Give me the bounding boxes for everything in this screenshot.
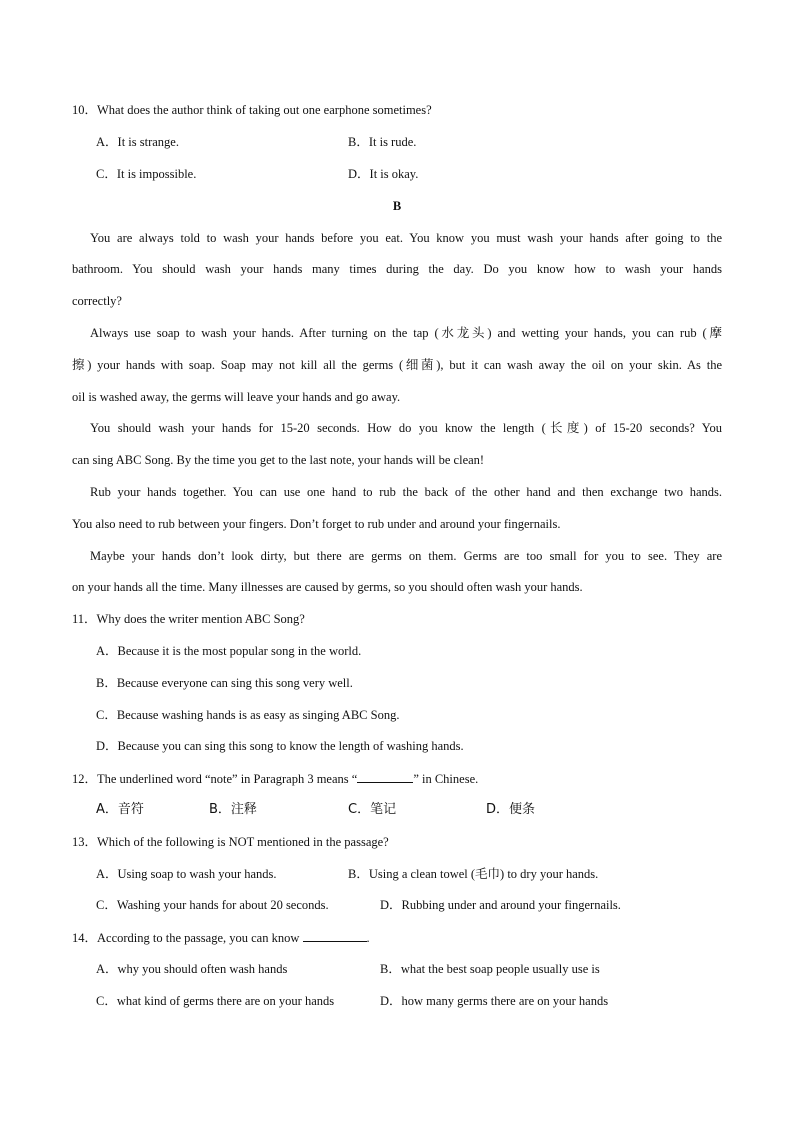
p2-line-3: oil is washed away, the germs will leave your hands and go away. <box>72 390 401 404</box>
p4-line-1: Rub your hands together. You can use one hand to rub the back of the other hand and then exchange two hands. <box>90 485 722 499</box>
q11-option-a: A．Because it is the most popular song in the world. <box>96 644 362 658</box>
q11-option-c: C．Because washing hands is as easy as singing ABC Song. <box>96 708 400 722</box>
q14-stem-after: . <box>366 931 370 945</box>
p2-line-2: 擦) your hands with soap. Soap may not kill all the germs (细菌), but it can wash away the oil on your skin. As the <box>72 358 722 372</box>
p5-line-1: Maybe your hands don’t look dirty, but there are germs on them. Germs are too small for you to see. They are <box>90 549 722 563</box>
p3-line-1: You should wash your hands for 15-20 seconds. How do you know the length (长度) of 15-20 seconds? You <box>90 421 722 435</box>
q12-option-b: B．注释 <box>209 802 257 817</box>
q10-option-d: D．It is okay. <box>348 167 419 181</box>
q12-stem <box>72 770 478 787</box>
q11-option-b: B．Because everyone can sing this song very well. <box>96 676 353 690</box>
section-heading: B <box>392 199 402 213</box>
q14-option-b: B．what the best soap people usually use is <box>380 962 600 976</box>
q12-option-a: A．音符 <box>96 802 144 817</box>
q11-option-d: D．Because you can sing this song to know the length of washing hands. <box>96 739 464 753</box>
q14-stem-before: 14．According to the passage, you can know <box>72 931 300 945</box>
q14-option-c: C．what kind of germs there are on your hands <box>96 994 335 1008</box>
p2-line-1: Always use soap to wash your hands. After turning on the tap (水龙头) and wetting your hands, you can rub (摩 <box>90 326 722 340</box>
q14-option-a: A．why you should often wash hands <box>96 962 288 976</box>
q11-stem: 11．Why does the writer mention ABC Song? <box>72 612 305 626</box>
q14-option-d: D．how many germs there are on your hands <box>380 994 609 1008</box>
q14-stem <box>72 929 370 946</box>
q10-option-a: A．It is strange. <box>96 135 179 149</box>
p4-line-2: You also need to rub between your fingers. Don’t forget to rub under and around your fingernails. <box>72 517 561 531</box>
p5-line-2: on your hands all the time. Many illnesses are caused by germs, so you should often wash your hands. <box>72 580 583 594</box>
q12-stem-after: ” in Chinese. <box>413 772 479 786</box>
answer-blank <box>303 929 367 942</box>
q10-option-b: B．It is rude. <box>348 135 417 149</box>
q13-option-d: D．Rubbing under and around your fingernails. <box>380 898 621 912</box>
p1-line-3: correctly? <box>72 294 122 308</box>
p1-line-1: You are always told to wash your hands before you eat. You know you must wash your hands after going to the <box>90 231 722 245</box>
p1-line-2: bathroom. You should wash your hands many times during the day. Do you know how to wash your hands <box>72 262 722 276</box>
q13-option-b: B．Using a clean towel (毛巾) to dry your hands. <box>348 867 599 881</box>
answer-blank <box>357 770 413 783</box>
q12-option-d: D．便条 <box>486 802 536 817</box>
q12-stem-before: 12．The underlined word “note” in Paragraph 3 means “ <box>72 772 358 786</box>
q10-stem: 10．What does the author think of taking out one earphone sometimes? <box>72 103 432 117</box>
p3-line-2: can sing ABC Song. By the time you get to the last note, your hands will be clean! <box>72 453 485 467</box>
q13-option-a: A．Using soap to wash your hands. <box>96 867 277 881</box>
q13-stem: 13．Which of the following is NOT mentioned in the passage? <box>72 835 389 849</box>
q13-option-c: C．Washing your hands for about 20 seconds. <box>96 898 329 912</box>
q12-option-c: C．笔记 <box>348 802 397 817</box>
q10-option-c: C．It is impossible. <box>96 167 197 181</box>
